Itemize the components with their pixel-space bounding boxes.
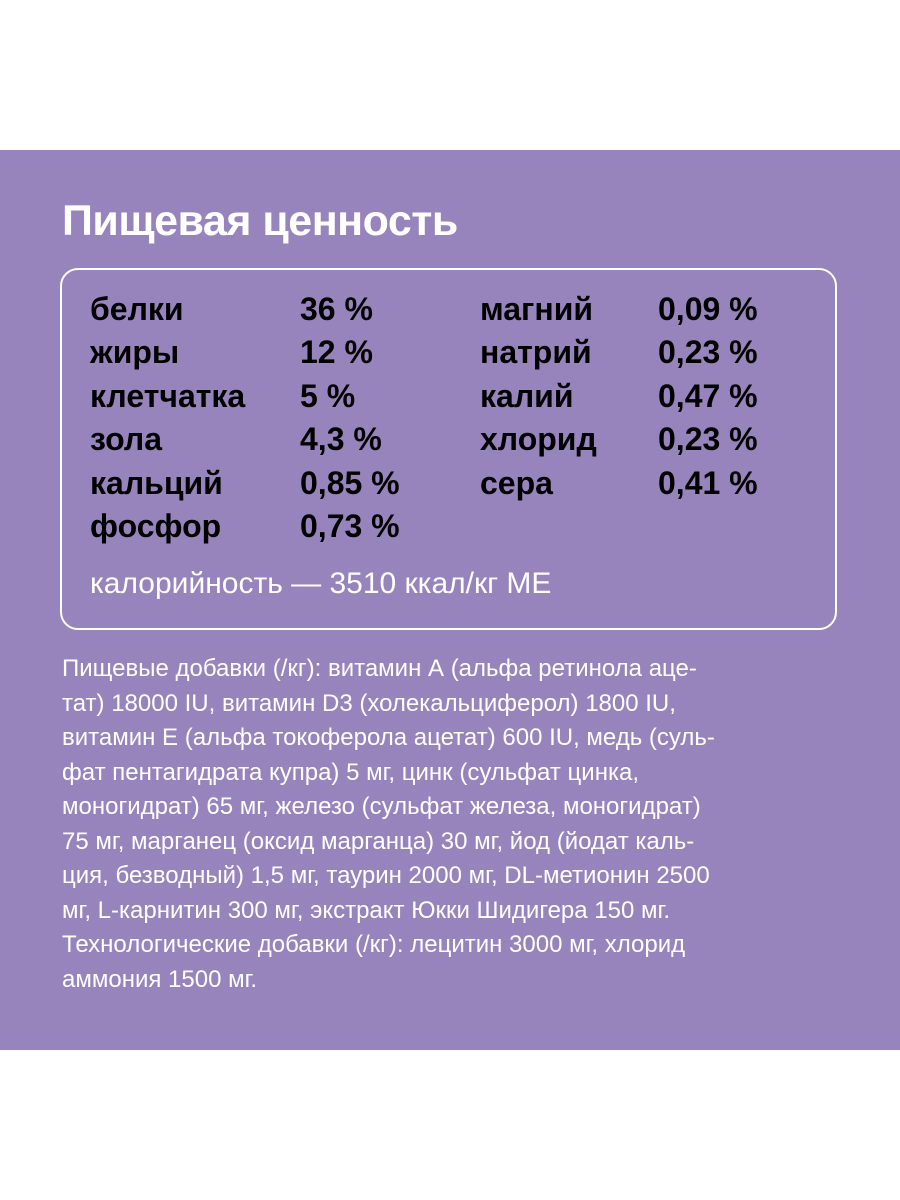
nutrient-value: 5 % [300,377,356,414]
nutrient-row [90,288,810,331]
additives-line: Технологические добавки (/кг): лецитин 3000 мг, хлорид [62,931,686,958]
nutrient-name: кальций [90,464,223,501]
additives-line: тат) 18000 IU, витамин D3 (холекальциферол) 1800 IU, [62,689,676,717]
nutrient-name: белки [90,291,184,327]
additives-line: моногидрат) 65 мг, железо (сульфат железа, моногидрат) [62,793,701,820]
nutrient-name: натрий [480,334,592,371]
nutrient-row [90,462,810,505]
nutrient-name: калий [480,377,574,414]
nutrient-row [90,331,810,374]
nutrient-name: фосфор [90,507,222,544]
nutrient-table [90,288,810,548]
nutrient-value: 36 % [300,291,373,327]
nutrient-name: клетчатка [90,377,246,414]
nutrient-name: жиры [90,334,180,371]
nutrient-name: зола [90,421,162,458]
section-title: Пищевая ценность [62,197,458,245]
additives-text [62,652,852,997]
nutrient-row [90,375,810,418]
energy-value: калорийность — 3510 ккал/кг МЕ [90,567,552,600]
additives-line: Пищевые добавки (/кг): витамин А (альфа ретинола аце- [62,655,697,682]
nutrient-row [90,505,810,548]
additives-line: аммония 1500 мг. [62,965,258,993]
additives-line: ция, безводный) 1,5 мг, таурин 2000 мг, DL-метионин 2500 [62,862,710,889]
nutrient-value: 0,09 % [658,291,758,327]
nutrient-value: 0,23 % [658,334,758,371]
additives-line: мг, L-карнитин 300 мг, экстракт Юкки Шидигера 150 мг. [62,896,670,924]
nutrient-row [90,418,810,461]
nutrient-value: 0,47 % [658,377,758,414]
nutrient-name: магний [480,291,594,327]
additives-line: 75 мг, марганец (оксид марганца) 30 мг, йод (йодат каль- [62,827,695,855]
nutrient-value: 0,73 % [300,507,400,544]
nutrient-value: 12 % [300,334,373,371]
nutrient-name: хлорид [480,421,597,458]
additives-line: фат пентагидрата купра) 5 мг, цинк (сульфат цинка, [62,758,639,786]
nutrient-name: сера [480,464,553,501]
additives-line: витамин Е (альфа токоферола ацетат) 600 IU, медь (суль- [62,724,715,751]
nutrient-value: 0,85 % [300,464,400,501]
nutrient-value: 0,41 % [658,464,758,501]
nutrient-value: 4,3 % [300,421,382,458]
nutrient-value: 0,23 % [658,421,758,458]
